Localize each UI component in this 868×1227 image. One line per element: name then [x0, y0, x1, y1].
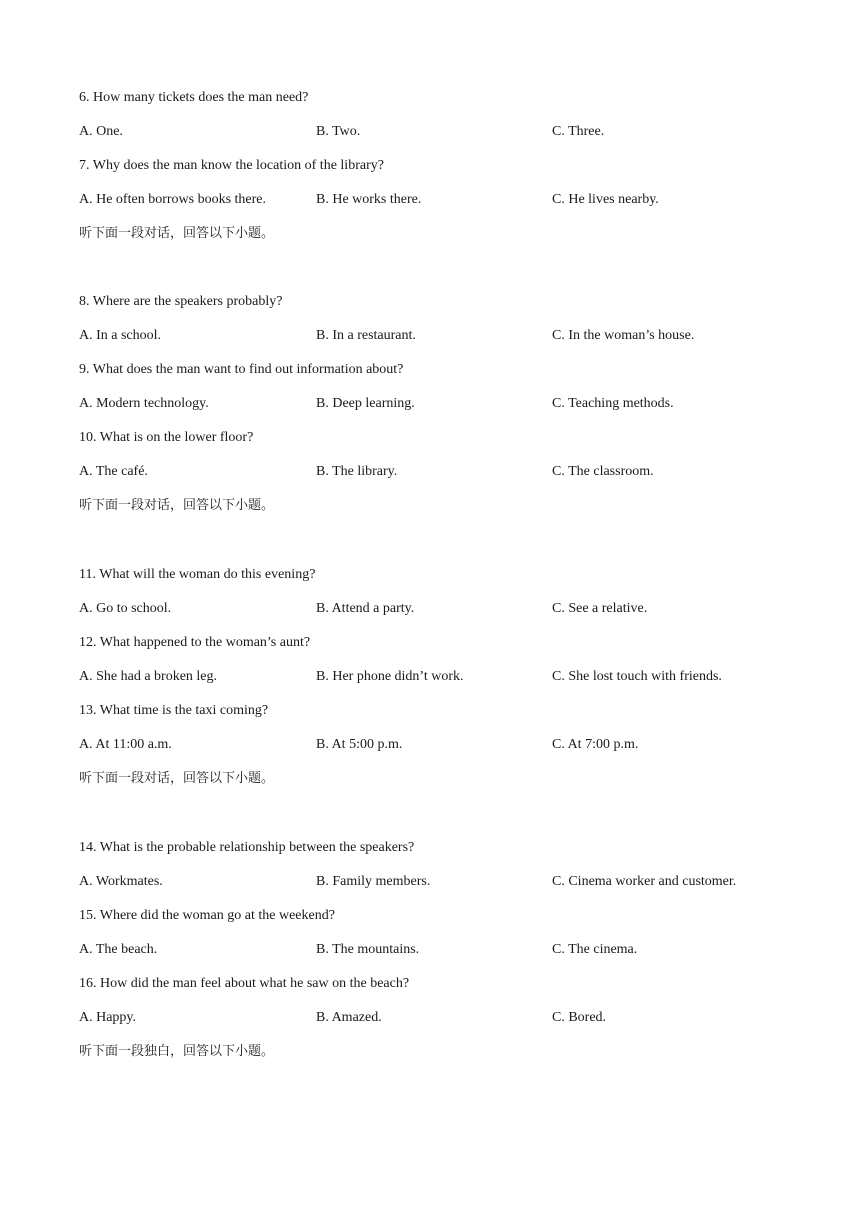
option-a: A. He often borrows books there. [79, 192, 267, 207]
option-b: B. Two. [316, 124, 361, 139]
question-number: 10. [79, 430, 97, 445]
question-number: 16. [79, 976, 97, 991]
option-b: B. At 5:00 p.m. [316, 737, 403, 752]
option-b: B. He works there. [316, 192, 422, 207]
option-b: B. Amazed. [316, 1010, 382, 1025]
section-instruction: 听下面一段独白，回答以下小题。 [79, 1044, 275, 1059]
option-b: B. Her phone didn’t work. [316, 669, 464, 684]
question-text: How many tickets does the man need? [93, 90, 309, 105]
question-text: Where are the speakers probably? [92, 294, 283, 309]
option-a: A. The café. [79, 464, 148, 479]
question-text: What time is the taxi coming? [99, 703, 269, 718]
option-b: B. Deep learning. [316, 396, 415, 411]
option-a: A. The beach. [79, 942, 158, 957]
option-a: A. In a school. [79, 328, 162, 343]
question-11 [79, 566, 315, 584]
question-10 [79, 429, 253, 447]
question-8 [79, 293, 282, 311]
option-c: C. Bored. [552, 1010, 607, 1025]
question-12 [79, 634, 310, 652]
question-text: What happened to the woman’s aunt? [99, 635, 311, 650]
option-c: C. See a relative. [552, 601, 648, 616]
option-a: A. Happy. [79, 1010, 137, 1025]
option-b: B. In a restaurant. [316, 328, 416, 343]
question-15 [79, 907, 335, 925]
question-number: 11. [79, 567, 96, 582]
option-b: B. Attend a party. [316, 601, 415, 616]
option-a: A. Modern technology. [79, 396, 209, 411]
question-6 [79, 89, 308, 107]
question-number: 8. [79, 294, 90, 309]
question-text: Why does the man know the location of the library? [92, 158, 384, 173]
option-a: A. Workmates. [79, 874, 163, 889]
option-b: B. The library. [316, 464, 398, 479]
section-instruction: 听下面一段对话，回答以下小题。 [79, 498, 275, 513]
question-text: What will the woman do this evening? [99, 567, 316, 582]
option-a: A. At 11:00 a.m. [79, 737, 172, 752]
option-b: B. Family members. [316, 874, 431, 889]
question-14 [79, 839, 414, 857]
option-a: A. She had a broken leg. [79, 669, 218, 684]
question-number: 13. [79, 703, 97, 718]
question-16 [79, 975, 409, 993]
option-c: C. Cinema worker and customer. [552, 874, 737, 889]
question-number: 15. [79, 908, 97, 923]
question-text: What does the man want to find out information about? [92, 362, 404, 377]
question-text: Where did the woman go at the weekend? [99, 908, 335, 923]
option-b: B. The mountains. [316, 942, 420, 957]
question-text: What is the probable relationship between the speakers? [99, 840, 415, 855]
question-13 [79, 702, 268, 720]
question-number: 12. [79, 635, 97, 650]
option-c: C. The classroom. [552, 464, 654, 479]
question-9 [79, 361, 403, 379]
question-number: 14. [79, 840, 97, 855]
section-instruction: 听下面一段对话，回答以下小题。 [79, 771, 275, 786]
option-a: A. One. [79, 124, 123, 139]
option-c: C. At 7:00 p.m. [552, 737, 639, 752]
option-c: C. Three. [552, 124, 605, 139]
question-number: 7. [79, 158, 90, 173]
option-c: C. In the woman’s house. [552, 328, 695, 343]
question-number: 9. [79, 362, 90, 377]
section-instruction: 听下面一段对话，回答以下小题。 [79, 226, 275, 241]
question-7 [79, 157, 384, 175]
option-c: C. The cinema. [552, 942, 638, 957]
question-text: How did the man feel about what he saw on the beach? [100, 976, 410, 991]
option-c: C. Teaching methods. [552, 396, 674, 411]
option-c: C. She lost touch with friends. [552, 669, 722, 684]
question-number: 6. [79, 90, 90, 105]
option-a: A. Go to school. [79, 601, 172, 616]
option-c: C. He lives nearby. [552, 192, 659, 207]
question-text: What is on the lower floor? [99, 430, 254, 445]
